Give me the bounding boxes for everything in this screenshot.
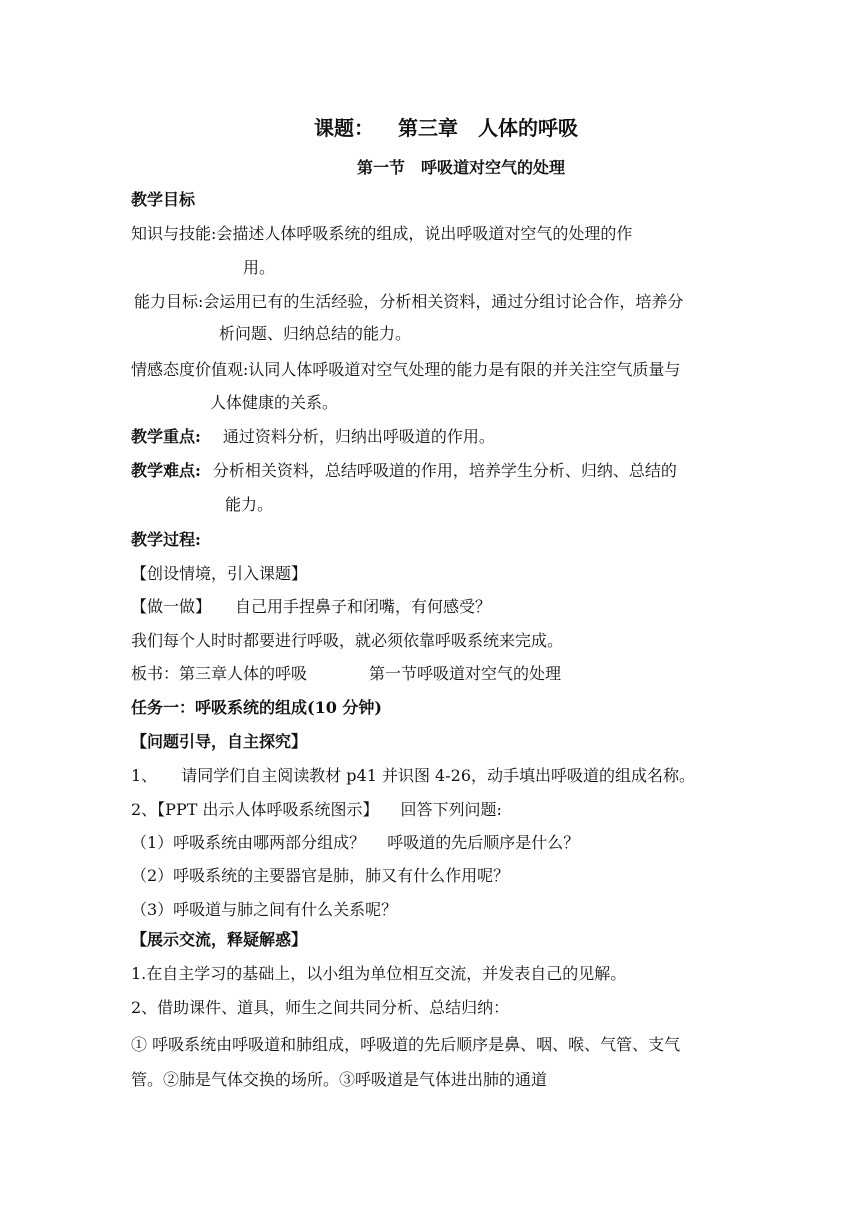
emotion-line2: 人体健康的关系。 <box>210 393 339 412</box>
knowledge-line2: 用。 <box>243 258 276 277</box>
exchange-item1: 1.在自主学习的基础上，以小组为单位相互交流，并发表自己的见解。 <box>131 964 627 983</box>
question-1b: 呼吸道的先后顺序是什么？ <box>387 833 580 852</box>
intro-line: 我们每个人时时都要进行呼吸，就必须依靠呼吸系统来完成。 <box>131 631 564 650</box>
question-1a: （1）呼吸系统由哪两部分组成？ <box>131 833 366 852</box>
board-section: 第一节呼吸道对空气的处理 <box>369 664 562 683</box>
page-title <box>314 116 578 140</box>
board-line <box>131 664 561 684</box>
item1-number: 1、 <box>131 766 158 785</box>
board-label: 板书：第三章人体的呼吸 <box>131 664 308 683</box>
knowledge-label: 知识与技能: <box>131 224 217 243</box>
page-subtitle: 第一节 呼吸道对空气的处理 <box>357 158 566 177</box>
task1-item2 <box>131 800 502 820</box>
ability-text: 会运用已有的生活经验，分析相关资料，通过分组讨论合作，培养分 <box>203 292 684 311</box>
try-text: 自己用手捏鼻子和闭嘴，有何感受？ <box>235 597 492 616</box>
difficulty-text: 分析相关资料，总结呼吸道的作用，培养学生分析、归纳、总结的 <box>212 461 677 480</box>
knowledge-line1 <box>131 224 632 244</box>
summary-line2: 管。②肺是气体交换的场所。③呼吸道是气体进出肺的通道 <box>131 1070 548 1089</box>
item1-text: 请同学们自主阅读教材 p41 并识图 4-26，动手填出呼吸道的组成名称。 <box>181 766 695 785</box>
summary-line1: ① 呼吸系统由呼吸道和肺组成，呼吸道的先后顺序是鼻、咽、喉、气管、支气 <box>131 1035 681 1054</box>
objectives-heading: 教学目标 <box>131 190 196 209</box>
guide-heading: 【问题引导，自主探究】 <box>131 732 308 751</box>
key-point-label: 教学重点: <box>131 427 201 446</box>
question-3: （3）呼吸道与肺之间有什么关系呢？ <box>131 900 398 919</box>
scene-line: 【创设情境，引入课题】 <box>131 564 308 583</box>
exchange-heading: 【展示交流，释疑解惑】 <box>131 930 308 949</box>
item2-text: 2、【PPT 出示人体呼吸系统图示】 <box>131 800 379 819</box>
task1-item1 <box>131 766 695 786</box>
task1-heading: 任务一：呼吸系统的组成(10 分钟) <box>131 698 382 717</box>
emotion-text: 认同人体呼吸道对空气处理的能力是有限的并关注空气质量与 <box>248 360 681 379</box>
title-text: 第三章 人体的呼吸 <box>398 116 578 140</box>
emotion-label: 情感态度价值观: <box>131 360 249 379</box>
ability-label: 能力目标: <box>134 292 204 311</box>
difficulty-line1 <box>131 461 677 481</box>
question-1 <box>131 833 579 853</box>
title-label: 课题： <box>314 116 374 140</box>
difficulty-label: 教学难点: <box>131 461 201 480</box>
ability-line2: 析问题、归纳总结的能力。 <box>219 324 412 343</box>
knowledge-text: 会描述人体呼吸系统的组成，说出呼吸道对空气的处理的作 <box>216 224 633 243</box>
emotion-line1 <box>131 360 680 380</box>
try-label: 【做一做】 <box>131 597 212 616</box>
difficulty-line2: 能力。 <box>225 495 274 514</box>
question-2: （2）呼吸系统的主要器官是肺，肺又有什么作用呢？ <box>131 866 510 885</box>
key-point-line <box>131 427 495 447</box>
try-line <box>131 597 491 617</box>
ability-line1 <box>134 292 683 312</box>
item2-answer: 回答下列问题: <box>400 800 502 819</box>
key-point-text: 通过资料分析，归纳出呼吸道的作用。 <box>222 427 495 446</box>
exchange-item2: 2、借助课件、道具，师生之间共同分析、总结归纳： <box>131 998 510 1017</box>
process-heading: 教学过程: <box>131 530 201 549</box>
